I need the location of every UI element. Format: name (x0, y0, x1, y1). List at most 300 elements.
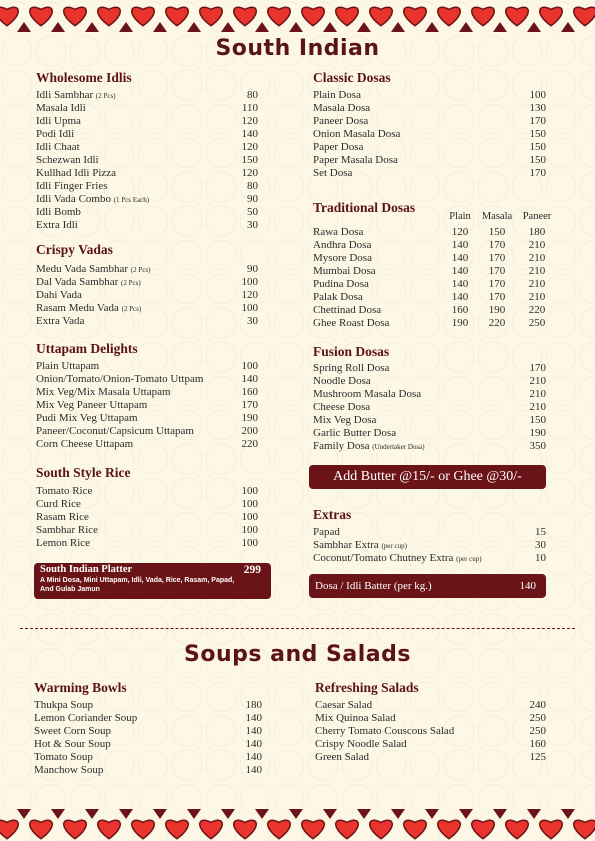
menu-item-name (313, 141, 363, 154)
menu-item-name (36, 89, 116, 103)
rice-heading: South Style Rice (36, 465, 131, 480)
heart-icon (540, 7, 563, 25)
item-name-text: Crispy Noodle Salad (315, 738, 407, 750)
batter-price: 140 (519, 580, 536, 592)
item-name-text: Idli Bomb (36, 206, 81, 218)
menu-item-name (36, 485, 92, 498)
menu-item-price: 150 (529, 128, 546, 140)
menu-item-price: 90 (247, 263, 258, 275)
menu-item-price: 30 (535, 539, 546, 551)
heart-icon (166, 7, 189, 25)
heart-icon (0, 7, 18, 25)
diamond-ornament-icon (425, 809, 439, 819)
top-heart-border (0, 0, 595, 34)
item-name-text: Lemon Coriander Soup (34, 712, 138, 724)
menu-item-name (315, 725, 454, 738)
menu-item-price: 210 (528, 278, 546, 290)
salads-list (315, 699, 546, 764)
batter-banner (309, 574, 546, 598)
item-name-text: Idli Upma (36, 115, 81, 127)
heart-icon (234, 820, 257, 838)
heart-icon (268, 820, 291, 838)
item-name-text: Noodle Dosa (313, 375, 371, 387)
menu-item-name (313, 89, 361, 102)
menu-item-row (315, 751, 546, 764)
diamond-ornament-icon (187, 809, 201, 819)
menu-item-row (313, 401, 546, 414)
item-name-text: Rasam Medu Vada (36, 302, 119, 314)
menu-item-price: 240 (529, 699, 546, 711)
menu-item-row (313, 128, 546, 141)
menu-item-name (315, 712, 396, 725)
rice-list (36, 485, 258, 550)
menu-item-name (36, 373, 203, 386)
item-name-text: Green Salad (315, 751, 370, 763)
item-name-text: Paper Masala Dosa (313, 154, 398, 166)
menu-item-name (36, 386, 171, 399)
menu-item-price: 220 (241, 438, 258, 450)
menu-item-name (313, 552, 482, 566)
item-name-text: Sambhar Extra (313, 539, 379, 551)
menu-item-price: 190 (529, 427, 546, 439)
menu-item-row (36, 399, 258, 412)
heart-icon (370, 820, 393, 838)
menu-item-name: Chettinad Dosa (313, 304, 382, 316)
menu-item-row (36, 276, 258, 289)
menu-item-price: 140 (245, 725, 262, 737)
menu-item-name (36, 154, 99, 167)
heart-icon (506, 820, 529, 838)
col-plain: Plain (449, 211, 471, 222)
menu-item-row (313, 317, 556, 330)
menu-item-row (313, 552, 546, 565)
heart-icon (336, 820, 359, 838)
item-name-text: Sambhar Rice (36, 524, 99, 536)
item-name-text: Garlic Butter Dosa (313, 427, 397, 439)
heart-icon (30, 820, 53, 838)
item-name-text: Lemon Rice (36, 537, 91, 549)
bowls-heading: Warming Bowls (34, 680, 127, 695)
menu-item-price: 100 (241, 537, 258, 549)
menu-item-price: 30 (247, 315, 258, 327)
menu-item-price: 140 (451, 291, 469, 303)
menu-item-row (313, 375, 546, 388)
item-name-text: Set Dosa (313, 167, 353, 179)
menu-item-row (36, 386, 258, 399)
menu-item-name (313, 414, 376, 427)
diamond-ornament-icon (221, 809, 235, 819)
menu-item-name (34, 738, 111, 751)
menu-item-name (313, 440, 425, 454)
menu-item-price: 100 (241, 276, 258, 288)
col-paneer: Paneer (522, 211, 552, 222)
main-title: South Indian (215, 36, 380, 61)
item-name-text: Dahi Vada (36, 289, 82, 301)
item-note: (per cup) (381, 542, 407, 550)
menu-item-price: 140 (451, 278, 469, 290)
menu-item-name: Ghee Roast Dosa (313, 317, 390, 329)
traditional-list (313, 226, 556, 330)
item-name-text: Medu Vada Sambhar (36, 263, 129, 275)
menu-item-price: 170 (488, 278, 506, 290)
menu-item-row (36, 193, 258, 206)
menu-item-name (36, 167, 116, 180)
menu-item-price: 140 (245, 764, 262, 776)
item-name-text: Onion/Tomato/Onion-Tomato Uttpam (36, 373, 204, 385)
batter-label: Dosa / Idli Batter (per kg.) (315, 580, 432, 592)
item-name-text: Thukpa Soup (34, 699, 93, 711)
item-name-text: Coconut/Tomato Chutney Extra (313, 552, 454, 564)
item-name-text: Pudi Mix Veg Uttapam (36, 412, 138, 424)
item-note: (2 Pcs) (95, 92, 116, 100)
heart-icon (404, 7, 427, 25)
menu-item-row (36, 219, 258, 232)
menu-item-name (315, 751, 369, 764)
heart-icon (540, 820, 563, 838)
item-name-text: Plain Dosa (313, 89, 361, 101)
col-masala: Masala (481, 211, 513, 222)
item-name-text: Mix Veg Paneer Uttapam (36, 399, 148, 411)
menu-item-name (36, 412, 138, 425)
extras-heading: Extras (313, 507, 352, 522)
menu-item-price: 220 (528, 304, 546, 316)
menu-item-row (36, 412, 258, 425)
item-note: (2 Pcs) (121, 305, 142, 313)
item-name-text: Masala Dosa (313, 102, 371, 114)
menu-item-name (313, 154, 398, 167)
menu-item-price: 170 (488, 291, 506, 303)
diamond-ornament-icon (255, 22, 269, 32)
heart-icon (200, 820, 223, 838)
menu-item-row (36, 263, 258, 276)
menu-item-price: 170 (488, 265, 506, 277)
menu-item-price: 190 (488, 304, 506, 316)
menu-item-row (313, 265, 556, 278)
diamond-ornament-icon (459, 809, 473, 819)
diamond-ornament-icon (323, 809, 337, 819)
menu-item-name: Palak Dosa (313, 291, 363, 303)
heart-icon (132, 7, 155, 25)
diamond-ornament-icon (255, 809, 269, 819)
menu-item-row (315, 712, 546, 725)
menu-item-name (36, 128, 74, 141)
menu-item-name: Rawa Dosa (313, 226, 364, 238)
menu-item-price: 210 (528, 291, 546, 303)
menu-item-name: Andhra Dosa (313, 239, 372, 251)
menu-item-price: 15 (535, 526, 546, 538)
menu-item-name (315, 738, 407, 751)
menu-item-price: 200 (241, 425, 258, 437)
heart-icon (370, 7, 393, 25)
diamond-ornament-icon (391, 809, 405, 819)
menu-item-price: 210 (528, 265, 546, 277)
item-note: (2 Pcs) (121, 279, 141, 287)
menu-item-price: 120 (241, 289, 258, 301)
menu-item-name (313, 375, 371, 388)
platter-banner (34, 563, 271, 599)
menu-item-price: 100 (241, 498, 258, 510)
menu-item-row (36, 315, 258, 328)
platter-description: A Mini Dosa, Mini Uttapam, Idli, Vada, Rice, Rasam, Papad, And Gulab Jamun (40, 577, 235, 593)
menu-item-row (313, 362, 546, 375)
menu-item-price: 100 (241, 360, 258, 372)
menu-item-row (313, 278, 556, 291)
item-name-text: Paneer Dosa (313, 115, 369, 127)
diamond-ornament-icon (561, 809, 575, 819)
menu-item-price: 100 (241, 511, 258, 523)
fusion-heading: Fusion Dosas (313, 344, 390, 359)
heart-icon (234, 7, 257, 25)
menu-item-row (313, 89, 546, 102)
menu-item-price: 210 (529, 388, 546, 400)
menu-item-price: 50 (247, 206, 258, 218)
item-note: (2 Pcs) (130, 266, 151, 274)
menu-item-row (313, 526, 546, 539)
diamond-ornament-icon (85, 809, 99, 819)
item-name-text: Extra Idli (36, 219, 78, 231)
item-name-text: Idli Sambhar (36, 89, 94, 101)
item-name-text: Idli Finger Fries (36, 180, 108, 192)
menu-item-row (36, 498, 258, 511)
menu-item-name (34, 712, 137, 725)
menu-item-name (313, 526, 340, 539)
menu-item-name (34, 725, 111, 738)
heart-icon (302, 820, 325, 838)
uttapam-list (36, 360, 258, 451)
diamond-ornament-icon (85, 22, 99, 32)
menu-item-name (36, 438, 133, 451)
menu-item-row (34, 738, 262, 751)
diamond-ornament-icon (561, 22, 575, 32)
diamond-ornament-icon (153, 809, 167, 819)
diamond-ornament-icon (17, 22, 31, 32)
menu-item-name (36, 263, 150, 277)
menu-item-price: 170 (488, 252, 506, 264)
item-note: (Undertaker Dosa) (372, 443, 425, 451)
menu-item-price: 125 (529, 751, 546, 763)
uttapam-heading: Uttapam Delights (36, 341, 138, 356)
menu-item-name (313, 388, 421, 401)
diamond-ornament-icon (459, 22, 473, 32)
item-name-text: Mix Veg/Mix Masala Uttapam (36, 386, 171, 398)
item-name-text: Masala Idli (36, 102, 86, 114)
menu-item-row (36, 373, 258, 386)
item-name-text: Tomato Rice (36, 485, 93, 497)
menu-item-row (36, 438, 258, 451)
menu-item-name (36, 102, 86, 115)
classic-list (313, 89, 546, 180)
menu-item-name: Mysore Dosa (313, 252, 372, 264)
menu-item-name (36, 219, 78, 232)
menu-item-name (36, 524, 98, 537)
menu-item-name (313, 102, 370, 115)
item-name-text: Extra Vada (36, 315, 85, 327)
heart-icon (64, 820, 87, 838)
menu-item-name (315, 699, 372, 712)
item-name-text: Podi Idli (36, 128, 75, 140)
heart-icon (200, 7, 223, 25)
heart-icon (166, 820, 189, 838)
menu-item-row (36, 524, 258, 537)
menu-item-price: 220 (488, 317, 506, 329)
menu-item-row (315, 738, 546, 751)
item-name-text: Hot & Sour Soup (34, 738, 111, 750)
item-name-text: Papad (313, 526, 340, 538)
fusion-list (313, 362, 546, 453)
menu-item-price: 210 (529, 401, 546, 413)
menu-item-name (34, 751, 93, 764)
menu-item-row (313, 239, 556, 252)
item-name-text: Paper Dosa (313, 141, 364, 153)
menu-item-price: 130 (529, 102, 546, 114)
menu-item-name (36, 180, 108, 193)
menu-item-row (315, 699, 546, 712)
heart-icon (472, 7, 495, 25)
menu-item-row (36, 206, 258, 219)
menu-item-row (313, 539, 546, 552)
diamond-ornament-icon (527, 809, 541, 819)
menu-item-name (36, 360, 99, 373)
menu-item-price: 170 (488, 239, 506, 251)
heart-icon (0, 820, 18, 838)
menu-item-price: 100 (241, 302, 258, 314)
menu-item-row (34, 751, 262, 764)
menu-item-name (36, 315, 84, 328)
menu-item-row (313, 167, 546, 180)
heart-icon (98, 820, 121, 838)
menu-item-price: 100 (529, 89, 546, 101)
menu-item-name (36, 302, 141, 316)
menu-item-name (36, 276, 141, 290)
menu-item-name (313, 401, 370, 414)
menu-item-price: 10 (535, 552, 546, 564)
diamond-ornament-icon (221, 22, 235, 32)
menu-item-row (36, 485, 258, 498)
heart-icon (302, 7, 325, 25)
menu-item-price: 250 (529, 725, 546, 737)
menu-item-price: 150 (241, 154, 258, 166)
diamond-ornament-icon (425, 22, 439, 32)
traditional-column-headers (313, 211, 556, 224)
menu-item-price: 100 (241, 524, 258, 536)
menu-item-name (36, 425, 194, 438)
heart-icon (132, 820, 155, 838)
menu-item-price: 80 (247, 89, 258, 101)
menu-item-name (36, 537, 90, 550)
menu-item-row (36, 141, 258, 154)
item-name-text: Onion Masala Dosa (313, 128, 401, 140)
menu-item-name: Pudina Dosa (313, 278, 369, 290)
menu-item-price: 150 (529, 154, 546, 166)
diamond-ornament-icon (493, 22, 507, 32)
item-name-text: Mix Quinoa Salad (315, 712, 396, 724)
menu-item-row (313, 440, 546, 453)
butter-ghee-banner: Add Butter @15/- or Ghee @30/- (309, 465, 546, 489)
menu-item-row (36, 102, 258, 115)
idlis-heading: Wholesome Idlis (36, 70, 132, 85)
menu-item-name (36, 141, 80, 154)
menu-item-name (34, 699, 93, 712)
diamond-ornament-icon (357, 809, 371, 819)
menu-item-price: 30 (247, 219, 258, 231)
menu-item-price: 210 (529, 375, 546, 387)
menu-item-name (313, 128, 400, 141)
soups-salads-title: Soups and Salads (184, 642, 411, 667)
menu-item-price: 180 (245, 699, 262, 711)
menu-item-row (313, 252, 556, 265)
menu-item-name (36, 115, 81, 128)
menu-item-price: 350 (529, 440, 546, 452)
menu-item-price: 140 (451, 252, 469, 264)
bottom-heart-border (0, 807, 595, 841)
menu-item-price: 180 (528, 226, 546, 238)
item-name-text: Plain Uttapam (36, 360, 100, 372)
menu-item-price: 120 (451, 226, 469, 238)
menu-item-row (315, 725, 546, 738)
heart-icon (404, 820, 427, 838)
menu-item-price: 250 (529, 712, 546, 724)
heart-icon (64, 7, 87, 25)
extras-list (313, 526, 546, 565)
item-name-text: Family Dosa (313, 440, 370, 452)
menu-item-name (36, 399, 147, 412)
item-name-text: Rasam Rice (36, 511, 89, 523)
platter-title: South Indian Platter (40, 564, 133, 575)
menu-item-name (313, 539, 407, 553)
diamond-ornament-icon (391, 22, 405, 32)
item-name-text: Idli Vada Combo (36, 193, 111, 205)
menu-item-name (34, 764, 103, 777)
menu-item-row (313, 141, 546, 154)
menu-item-price: 150 (529, 141, 546, 153)
item-name-text: Paneer/Coconut/Capsicum Uttapam (36, 425, 194, 437)
vadas-list (36, 263, 258, 328)
menu-item-price: 140 (451, 265, 469, 277)
item-name-text: Cherry Tomato Couscous Salad (315, 725, 455, 737)
menu-item-price: 150 (488, 226, 506, 238)
item-name-text: Schezwan Idli (36, 154, 99, 166)
item-name-text: Sweet Corn Soup (34, 725, 111, 737)
diamond-ornament-icon (289, 809, 303, 819)
diamond-ornament-icon (51, 809, 65, 819)
menu-item-price: 100 (241, 485, 258, 497)
menu-item-price: 140 (245, 712, 262, 724)
menu-item-price: 150 (529, 414, 546, 426)
item-name-text: Spring Roll Dosa (313, 362, 390, 374)
menu-item-row (313, 304, 556, 317)
menu-item-row (36, 289, 258, 302)
menu-item-price: 80 (247, 180, 258, 192)
item-name-text: Curd Rice (36, 498, 81, 510)
item-name-text: Mushroom Masala Dosa (313, 388, 422, 400)
menu-item-price: 90 (247, 193, 258, 205)
menu-item-price: 210 (528, 252, 546, 264)
menu-item-name (36, 498, 81, 511)
menu-item-price: 250 (528, 317, 546, 329)
menu-item-row (34, 764, 262, 777)
menu-item-price: 160 (241, 386, 258, 398)
item-name-text: Corn Cheese Uttapam (36, 438, 134, 450)
traditional-heading: Traditional Dosas (313, 200, 416, 215)
menu-item-row (36, 154, 258, 167)
diamond-ornament-icon (357, 22, 371, 32)
heart-icon (506, 7, 529, 25)
heart-icon (336, 7, 359, 25)
menu-item-row (313, 427, 546, 440)
menu-item-name (313, 362, 389, 375)
menu-item-row (36, 302, 258, 315)
heart-icon (574, 820, 595, 838)
